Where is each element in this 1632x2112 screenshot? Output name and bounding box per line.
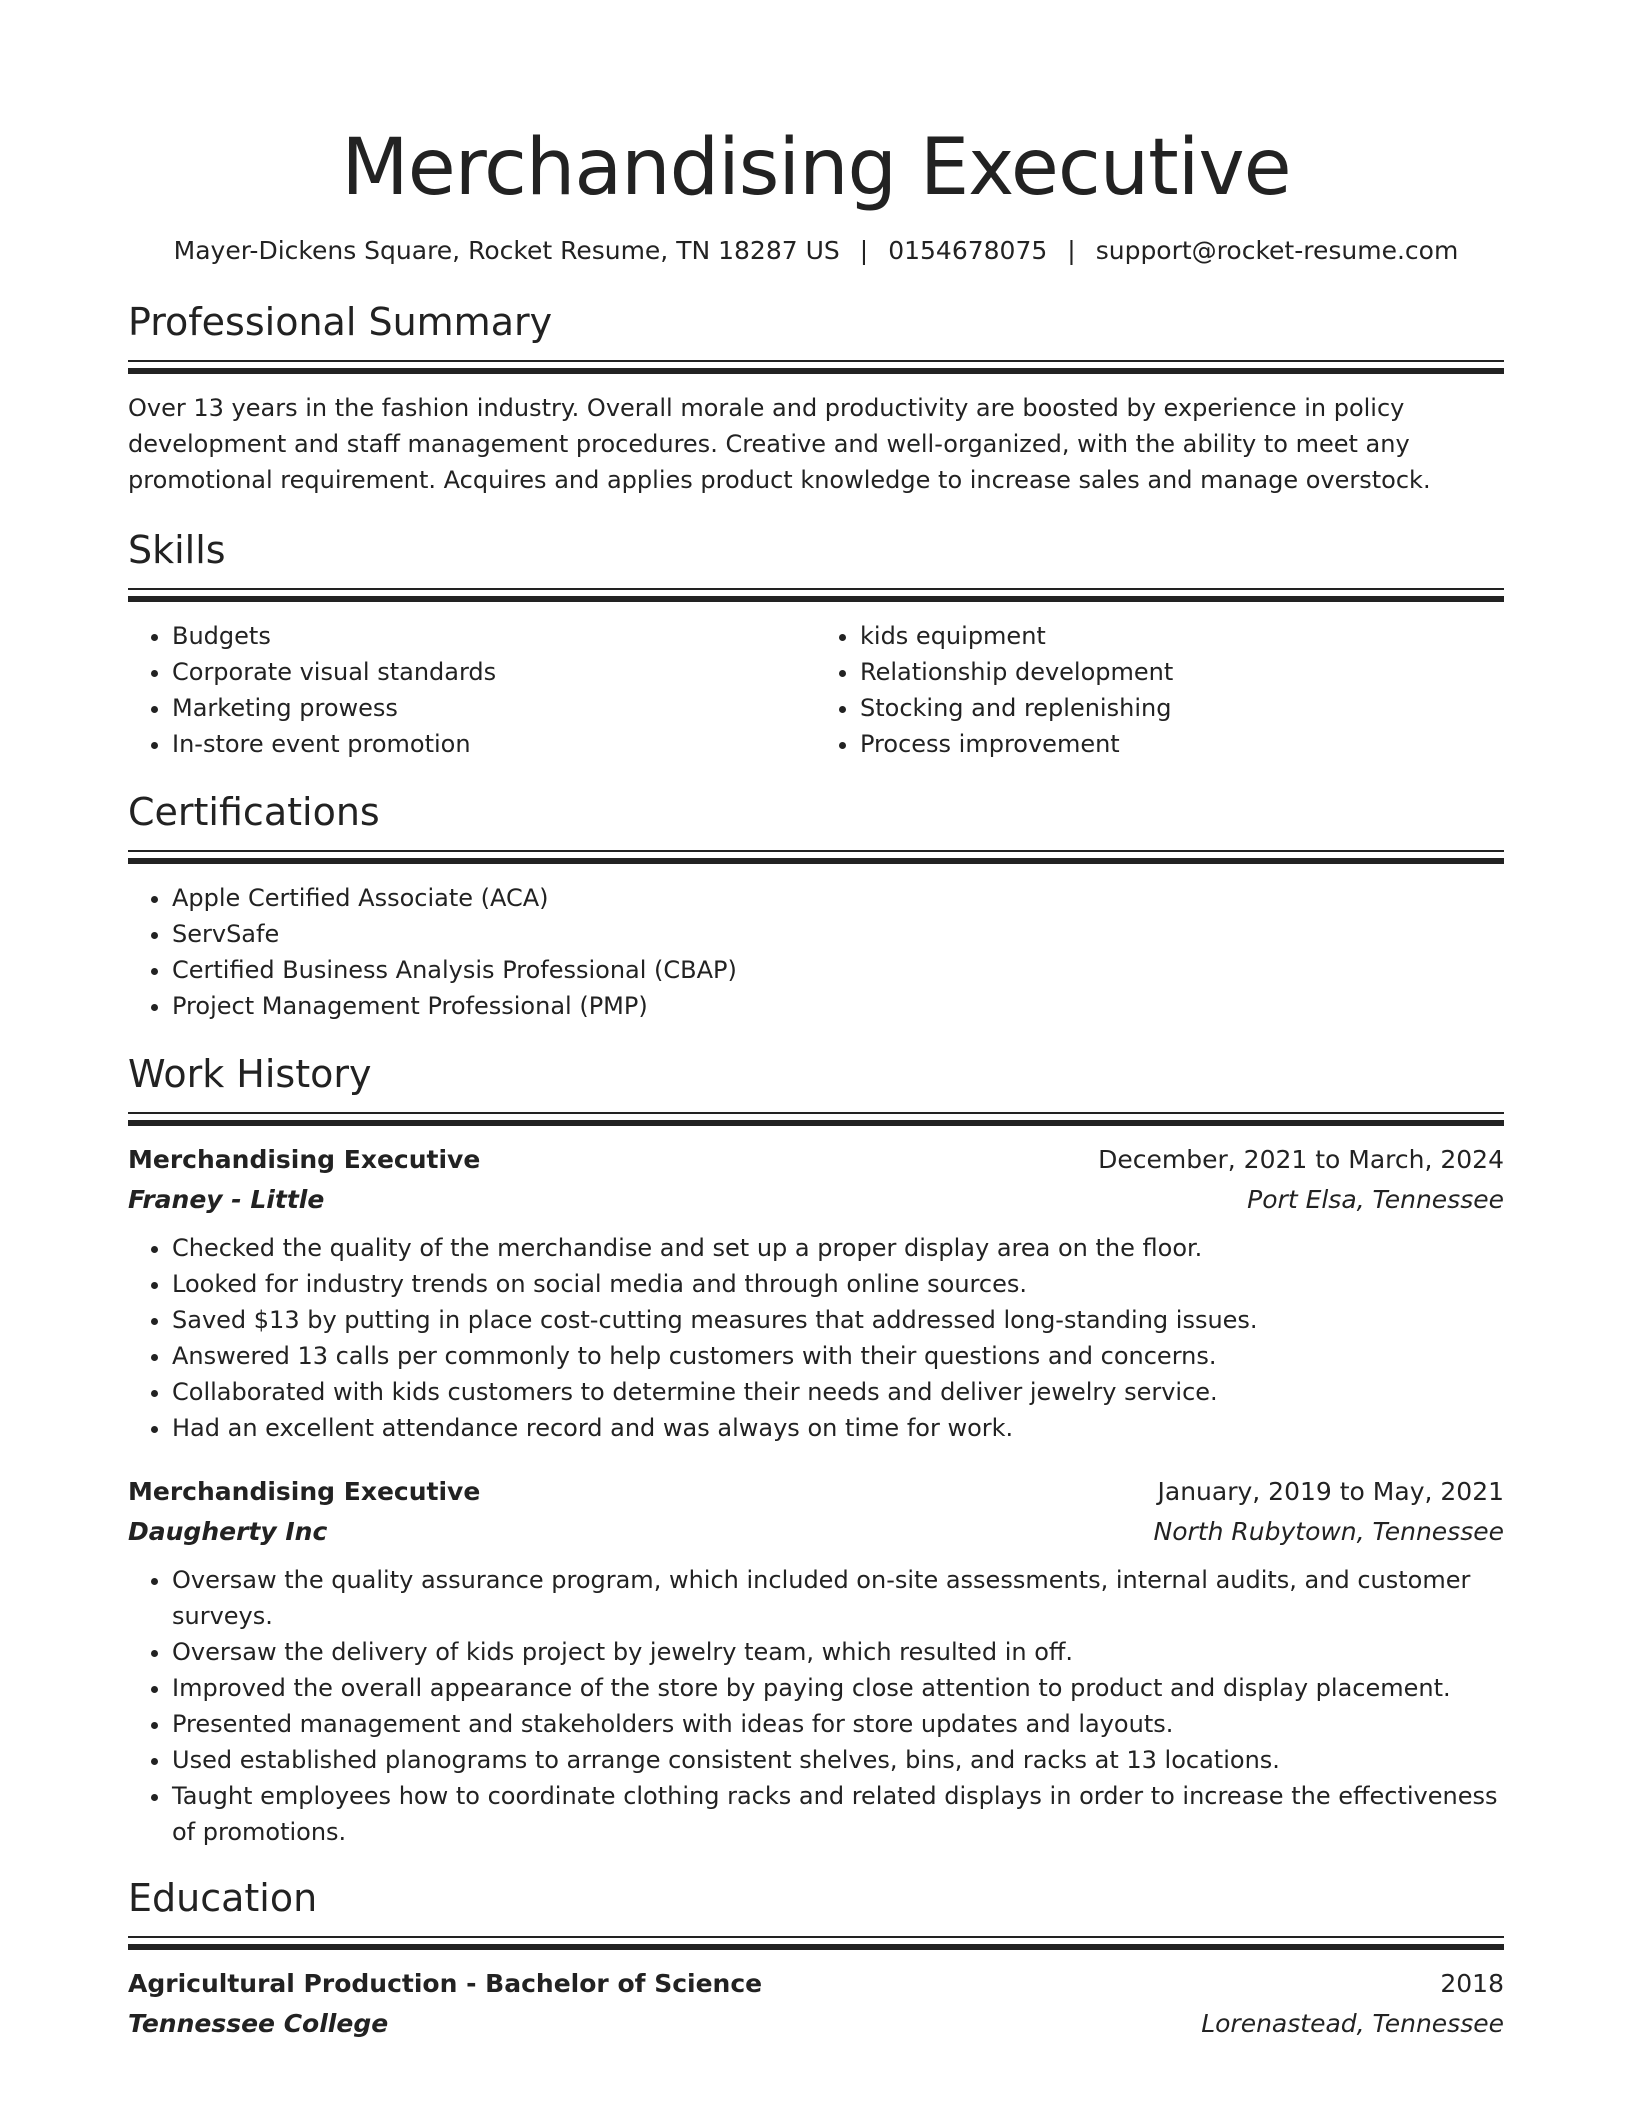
- job-company: Franey - Little: [128, 1185, 325, 1214]
- job-dates: January, 2019 to May, 2021: [1157, 1477, 1504, 1506]
- skill-item: • Relationship development: [860, 654, 1504, 690]
- job-company-row: [128, 1180, 1504, 1220]
- contact-line: [128, 234, 1504, 268]
- section-divider-thick: [128, 1120, 1504, 1126]
- education-heading: Education: [128, 1876, 318, 1920]
- job-company: Daugherty Inc: [128, 1517, 328, 1546]
- contact-phone: 0154678075: [888, 236, 1048, 265]
- job-bullet: • Answered 13 calls per commonly to help customers with their questions and concerns.: [172, 1338, 1504, 1374]
- summary-heading: Professional Summary: [128, 300, 553, 344]
- job-title: Merchandising Executive: [128, 1477, 481, 1506]
- summary-text: Over 13 years in the fashion industry. Overall morale and productivity are boosted by experience in policy development and staff management procedures. Creative and well-organized, with the ability to meet any promotional requirement. Acquires and applies product knowledge to increase sales and manage overstock.: [128, 394, 1431, 494]
- education-year: 2018: [1440, 1969, 1504, 1998]
- job-bullet: • Used established planograms to arrange consistent shelves, bins, and racks at 13 locations.: [172, 1742, 1504, 1778]
- job-dates: December, 2021 to March, 2024: [1098, 1145, 1504, 1174]
- job-bullet: • Collaborated with kids customers to determine their needs and deliver jewelry service.: [172, 1374, 1504, 1410]
- job-entry: [128, 1472, 1504, 1850]
- summary-section: [128, 296, 1504, 498]
- job-entry: [128, 1140, 1504, 1446]
- section-divider: [128, 1112, 1504, 1114]
- work-history-section: [128, 1048, 1504, 1850]
- job-header-row: [128, 1472, 1504, 1512]
- contact-address: Mayer-Dickens Square, Rocket Resume, TN 18287 US: [173, 236, 840, 265]
- job-bullet: • Improved the overall appearance of the store by paying close attention to product and display placement.: [172, 1670, 1504, 1706]
- job-bullets: [128, 1562, 1504, 1850]
- job-bullet: • Oversaw the quality assurance program, which included on-site assessments, internal audits, and customer surveys.: [172, 1562, 1504, 1634]
- certifications-list: [128, 880, 1504, 1024]
- certification-item: • Certified Business Analysis Professional (CBAP): [172, 952, 1504, 988]
- job-bullet: • Had an excellent attendance record and was always on time for work.: [172, 1410, 1504, 1446]
- skills-heading: Skills: [128, 528, 226, 572]
- education-section: [128, 1872, 1504, 2044]
- certification-item: • Project Management Professional (PMP): [172, 988, 1504, 1024]
- skills-columns: [128, 602, 1504, 762]
- job-location: Port Elsa, Tennessee: [1247, 1185, 1504, 1214]
- skill-item: • In-store event promotion: [172, 726, 816, 762]
- education-location: Lorenastead, Tennessee: [1201, 2009, 1504, 2038]
- job-bullet: • Looked for industry trends on social media and through online sources.: [172, 1266, 1504, 1302]
- skill-item: • kids equipment: [860, 618, 1504, 654]
- skills-list-left: [128, 618, 816, 762]
- section-divider: [128, 360, 1504, 362]
- section-divider: [128, 850, 1504, 852]
- section-divider: [128, 1936, 1504, 1938]
- skills-section: [128, 524, 1504, 762]
- certification-item: • ServSafe: [172, 916, 1504, 952]
- job-header-row: [128, 1140, 1504, 1180]
- skills-list-right: [816, 618, 1504, 762]
- resume-page: [128, 0, 1504, 2044]
- job-bullet: • Saved $13 by putting in place cost-cutting measures that addressed long-standing issues.: [172, 1302, 1504, 1338]
- certifications-heading: Certifications: [128, 790, 380, 834]
- work-history-heading: Work History: [128, 1052, 372, 1096]
- job-bullet: • Presented management and stakeholders with ideas for store updates and layouts.: [172, 1706, 1504, 1742]
- contact-email: support@rocket-resume.com: [1095, 236, 1459, 265]
- education-school-row: [128, 2004, 1504, 2044]
- skill-item: • Process improvement: [860, 726, 1504, 762]
- certifications-section: [128, 786, 1504, 1024]
- page-title: Merchandising Executive: [341, 123, 1291, 213]
- section-divider: [128, 588, 1504, 590]
- education-header-row: [128, 1964, 1504, 2004]
- job-location: North Rubytown, Tennessee: [1153, 1517, 1504, 1546]
- job-bullet: • Taught employees how to coordinate clothing racks and related displays in order to increase the effectiveness of promotions.: [172, 1778, 1504, 1850]
- skill-item: • Marketing prowess: [172, 690, 816, 726]
- job-bullet: • Oversaw the delivery of kids project by jewelry team, which resulted in off.: [172, 1634, 1504, 1670]
- skill-item: • Budgets: [172, 618, 816, 654]
- skill-item: • Corporate visual standards: [172, 654, 816, 690]
- education-school: Tennessee College: [128, 2009, 389, 2038]
- education-entry: [128, 1964, 1504, 2044]
- certification-item: • Apple Certified Associate (ACA): [172, 880, 1504, 916]
- section-divider-thick: [128, 368, 1504, 374]
- contact-separator: |: [859, 236, 869, 265]
- job-company-row: [128, 1512, 1504, 1552]
- skill-item: • Stocking and replenishing: [860, 690, 1504, 726]
- section-divider-thick: [128, 1944, 1504, 1950]
- section-divider-thick: [128, 858, 1504, 864]
- job-title: Merchandising Executive: [128, 1145, 481, 1174]
- job-bullet: • Checked the quality of the merchandise and set up a proper display area on the floor.: [172, 1230, 1504, 1266]
- contact-separator: |: [1067, 236, 1076, 265]
- job-bullets: [128, 1230, 1504, 1446]
- education-degree: Agricultural Production - Bachelor of Science: [128, 1969, 763, 1998]
